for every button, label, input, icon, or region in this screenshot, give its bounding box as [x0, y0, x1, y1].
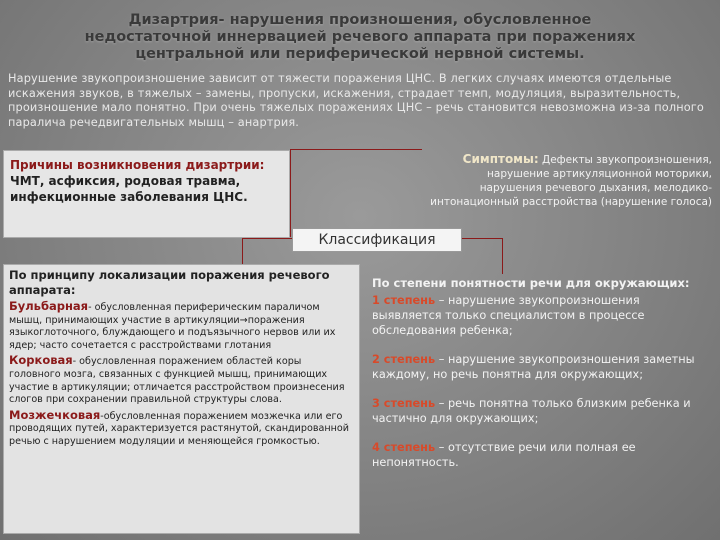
intelligibility-item — [372, 440, 712, 470]
degree-label: 2 степень — [372, 353, 436, 366]
intelligibility-item — [372, 396, 712, 426]
localization-box — [3, 264, 360, 534]
connector-class-left — [242, 238, 292, 239]
localization-item — [9, 409, 354, 449]
intelligibility-item — [372, 293, 712, 338]
localization-item — [9, 300, 354, 352]
connector-class-right — [462, 238, 502, 239]
connector-top — [290, 149, 422, 150]
localization-item — [9, 354, 354, 406]
connector-left-vertical — [290, 149, 291, 237]
symptoms-box — [422, 150, 718, 234]
symptoms-text: Дефекты звукопроизношения, нарушение артикуляционной моторики, нарушения речевого дыхания, мелодико-интонационный расстройства (нарушение голоса) — [430, 154, 712, 208]
localization-text: - обусловленная поражением областей коры головного мозга, связанных с функцией мышц, принимающих участие в артикуляции; отличается расстройством произнесения слогов при сохранении правильной структуры слова. — [9, 356, 345, 406]
degree-text: – нарушение звукопроизношения заметны каждому, но речь понятна для окружающих; — [372, 353, 695, 381]
degree-label: 3 степень — [372, 397, 436, 410]
intelligibility-item — [372, 352, 712, 382]
intelligibility-box — [372, 276, 712, 534]
degree-text: – нарушение звукопроизношения выявляется только специалистом в процессе обследования ребенка; — [372, 294, 645, 337]
connector-down-right — [502, 238, 503, 274]
symptoms-label: Симптомы: — [462, 152, 539, 166]
slide-title: Дизартрия- нарушения произношения, обусловленное недостаточной иннервацией речевого аппарата при поражениях центральной или периферической нервной системы. — [84, 12, 636, 62]
degree-text: – отсутствие речи или полная ее непонятность. — [372, 441, 636, 469]
localization-heading: По принципу локализации поражения речевого аппарата: — [9, 268, 330, 297]
localization-text: - обусловленная периферическим параличом мышц, принимающих участие в артикуляции→поражения языкоглоточного, блуждающего и подъязычного нервов или их ядер; часто сочетается с расстройствами глотания — [9, 302, 336, 351]
causes-box — [3, 150, 290, 238]
connector-down-left — [242, 238, 243, 264]
causes-label: Причины возникновения дизартрии: — [10, 158, 265, 172]
degree-label: 4 степень — [372, 441, 436, 454]
degree-label: 1 степень — [372, 294, 436, 307]
intelligibility-heading: По степени понятности речи для окружающих: — [372, 276, 690, 290]
localization-term: Бульбарная — [9, 299, 89, 313]
intro-paragraph: Нарушение звукопроизношение зависит от тяжести поражения ЦНС. В легких случаях имеются отдельные искажения звуков, в тяжелых – замены, пропуски, искажения, страдает темп, модуляция, выразительность, произношение мало понятно. При очень тяжелых поражениях ЦНС – речь становится невозможна из-за полного паралича речедвигательных мышц – анартрия. — [8, 72, 704, 129]
localization-text: -обусловленная поражением мозжечка или его проводящих путей, характеризуется растянутой, скандированной речью с нарушением модуляции и меняющейся громкостью. — [9, 410, 350, 447]
classification-box: Классификация — [292, 228, 462, 252]
localization-term: Корковая — [9, 353, 73, 368]
degree-text: – речь понятна только близким ребенка и частично для окружающих; — [372, 397, 691, 425]
causes-text: ЧМТ, асфиксия, родовая травма, инфекционные заболевания ЦНС. — [10, 174, 248, 204]
localization-term: Мозжечковая — [9, 407, 101, 422]
